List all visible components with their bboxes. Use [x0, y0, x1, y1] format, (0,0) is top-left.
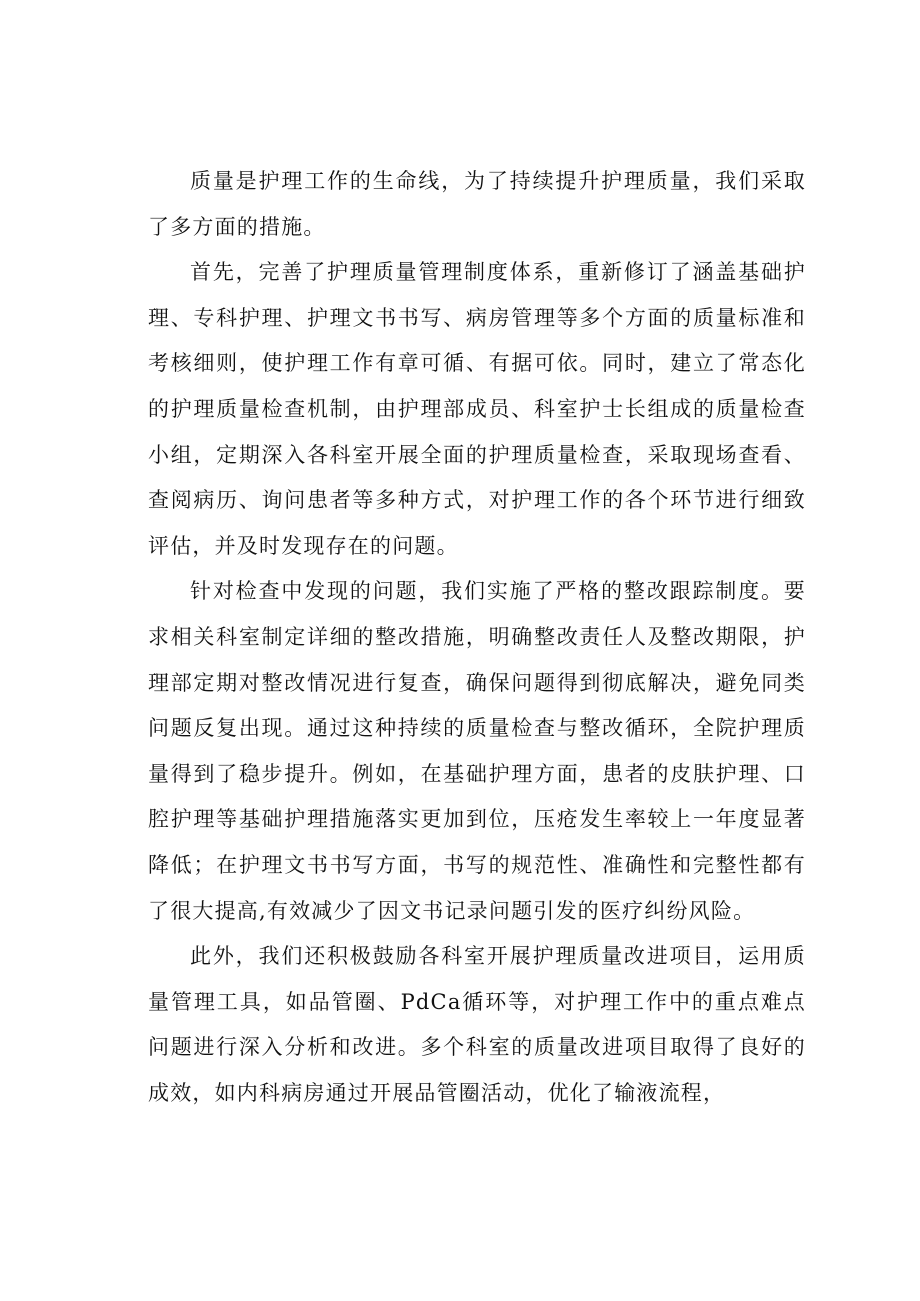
paragraph-1: 质量是护理工作的生命线，为了持续提升护理质量，我们采取了多方面的措施。	[148, 169, 806, 239]
paragraph-3: 针对检查中发现的问题，我们实施了严格的整改跟踪制度。要求相关科室制定详细的整改措施，明确整改责任人及整改期限，护理部定期对整改情况进行复查，确保问题得到彻底解决，避免同类问题反复出现。通过这种持续的质量检查与整改循环，全院护理质量得到了稳步提升。例如，在基础护理方面，患者的皮肤护理、口腔护理等基础护理措施落实更加到位，压疮发生率较上一年度显著降低；在护理文书书写方面，书写的规范性、准确性和完整性都有了很大提高,有效减少了因文书记录问题引发的医疗纠纷风险。	[148, 579, 806, 923]
document-body	[148, 159, 806, 1116]
paragraph-2: 首先，完善了护理质量管理制度体系，重新修订了涵盖基础护理、专科护理、护理文书书写、病房管理等多个方面的质量标准和考核细则，使护理工作有章可循、有据可依。同时，建立了常态化的护理质量检查机制，由护理部成员、科室护士长组成的质量检查小组，定期深入各科室开展全面的护理质量检查，采取现场查看、查阅病历、询问患者等多种方式，对护理工作的各个环节进行细致评估，并及时发现存在的问题。	[148, 260, 806, 558]
paragraph-4: 此外，我们还积极鼓励各科室开展护理质量改进项目，运用质量管理工具，如品管圈、PdCa循环等，对护理工作中的重点难点问题进行深入分析和改进。多个科室的质量改进项目取得了良好的成效，如内科病房通过开展品管圈活动，优化了输液流程，	[148, 944, 806, 1105]
